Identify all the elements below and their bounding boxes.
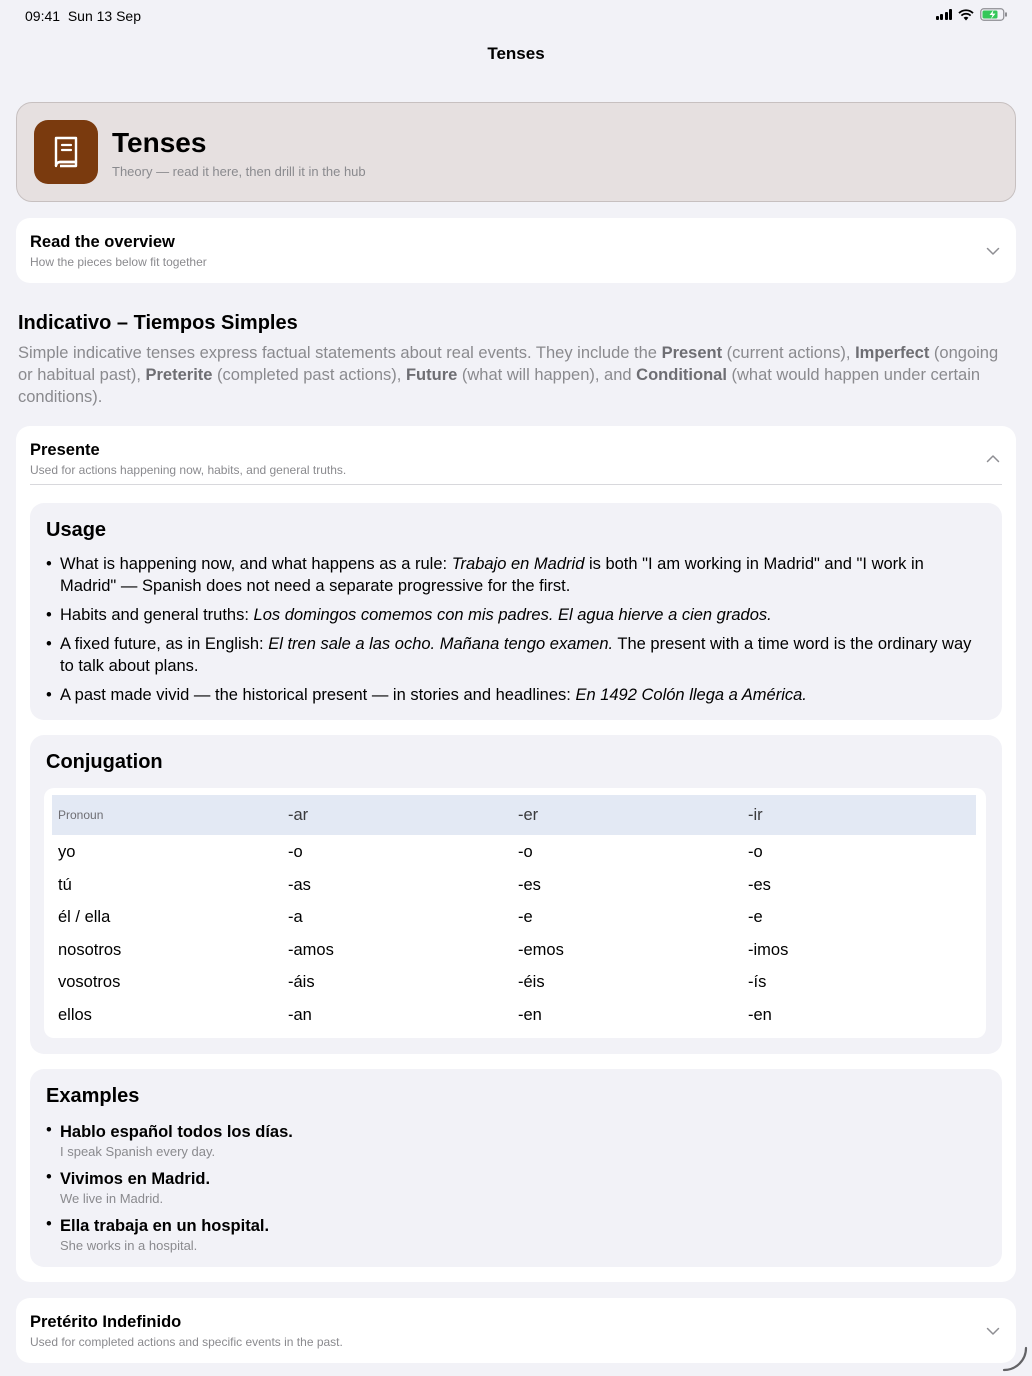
cell-ar: -as [288,875,311,894]
cell-ar: -amos [288,940,334,959]
table-header [52,795,976,835]
example-spanish: • Vivimos en Madrid. [60,1170,211,1188]
usage-box [30,503,1002,720]
hero-subtitle: Theory — read it here, then drill it in the hub [112,164,366,179]
list-item [46,1168,293,1215]
cell-pronoun: tú [58,875,72,894]
table-row [52,966,976,998]
cell-ir: -imos [748,940,789,959]
battery-icon [980,8,1008,21]
nav-title: Tenses [487,44,545,63]
example-spanish: • Ella trabaja en un hospital. [60,1217,270,1235]
overview-subtitle: How the pieces below fit together [30,255,207,269]
cell-er: -en [518,1005,542,1024]
list-item: • What is happening now, and what happens as a rule: Trabajo en Madrid is both "I am working in Madrid" and "I work in Madrid" — Spanish does not need a separate progressive for the first. [46,553,976,597]
examples-list [46,1121,293,1262]
list-item: • A fixed future, as in English: El tren sale a las ocho. Mañana tengo examen. The present with a time word is the ordinary way to talk about plans. [46,633,976,677]
chevron-down-icon[interactable] [986,244,1000,258]
cell-ar: -a [288,908,303,926]
list-item: • Habits and general truths: Los domingos comemos con mis padres. El agua hierve a cien grados. [46,604,976,626]
cell-ir: -en [748,1005,772,1024]
conjugation-table [44,788,986,1038]
examples-title: Examples [46,1085,140,1107]
cell-pronoun: él / ella [58,908,111,926]
cell-pronoun: nosotros [58,940,122,959]
cell-ar: -áis [288,973,315,991]
header-pronoun: Pronoun [58,808,104,822]
list-item [46,1215,293,1262]
book-icon [34,120,98,184]
usage-list [46,553,976,713]
list-item: • A past made vivid — the historical present — in stories and headlines: En 1492 Colón llega a América. [46,684,976,706]
usage-title: Usage [46,519,107,541]
signal-icon [936,9,953,20]
cell-er: -emos [518,940,564,959]
table-row [52,934,976,966]
presente-subtitle: Used for actions happening now, habits, and general truths. [30,463,347,477]
presente-card [16,426,1016,1282]
conjugation-box [30,735,1002,1054]
example-english: I speak Spanish every day. [60,1144,216,1159]
header-er: -er [518,806,539,824]
cell-er: -éis [518,973,545,991]
divider [30,484,1002,485]
status-icons [936,8,1009,21]
cell-ar: -o [288,843,303,861]
overview-title: Read the overview [30,233,175,251]
status-bar [0,0,1032,32]
hero-card [16,102,1016,202]
chevron-up-icon[interactable] [986,452,1000,466]
conjugation-title: Conjugation [46,751,163,773]
preterito-title: Pretérito Indefinido [30,1313,182,1331]
example-spanish: • Hablo español todos los días. [60,1123,293,1141]
scroll-corner-icon [1002,1346,1028,1372]
cell-er: -e [518,908,533,926]
overview-card[interactable] [16,218,1016,283]
cell-er: -o [518,843,533,861]
cell-ir: -o [748,843,763,861]
clock-time: 09:41 [25,8,61,24]
table-row [52,836,976,868]
preterito-card[interactable] [16,1298,1016,1363]
cell-pronoun: vosotros [58,973,121,991]
table-row [52,999,976,1031]
cell-pronoun: yo [58,843,76,861]
header-ir: -ir [748,806,763,824]
wifi-icon [958,9,974,21]
section-description: Simple indicative tenses express factual statements about real events. They include the Present (current actions), Imperfect (ongoing or habitual past), Preterite (completed past actions), Future (what will happen), and Conditional (what would happen under certain conditions). [18,344,999,406]
header-ar: -ar [288,806,309,824]
examples-box [30,1069,1002,1267]
hero-title: Tenses [112,127,207,158]
table-row [52,901,976,933]
cell-ir: -es [748,875,771,894]
example-english: We live in Madrid. [60,1191,164,1206]
cell-ar: -an [288,1005,312,1024]
example-english: She works in a hospital. [60,1238,198,1253]
clock-date: Sun 13 Sep [67,8,141,24]
table-row [52,869,976,901]
section-heading: Indicativo – Tiempos Simples [18,312,298,334]
cell-pronoun: ellos [58,1005,92,1024]
cell-er: -es [518,875,541,894]
cell-ir: -e [748,908,763,926]
preterito-subtitle: Used for completed actions and specific events in the past. [30,1335,343,1349]
status-time [25,8,141,24]
chevron-down-icon[interactable] [986,1324,1000,1338]
list-item [46,1121,293,1168]
cell-ir: -ís [748,973,767,991]
presente-title[interactable]: Presente [30,441,100,459]
